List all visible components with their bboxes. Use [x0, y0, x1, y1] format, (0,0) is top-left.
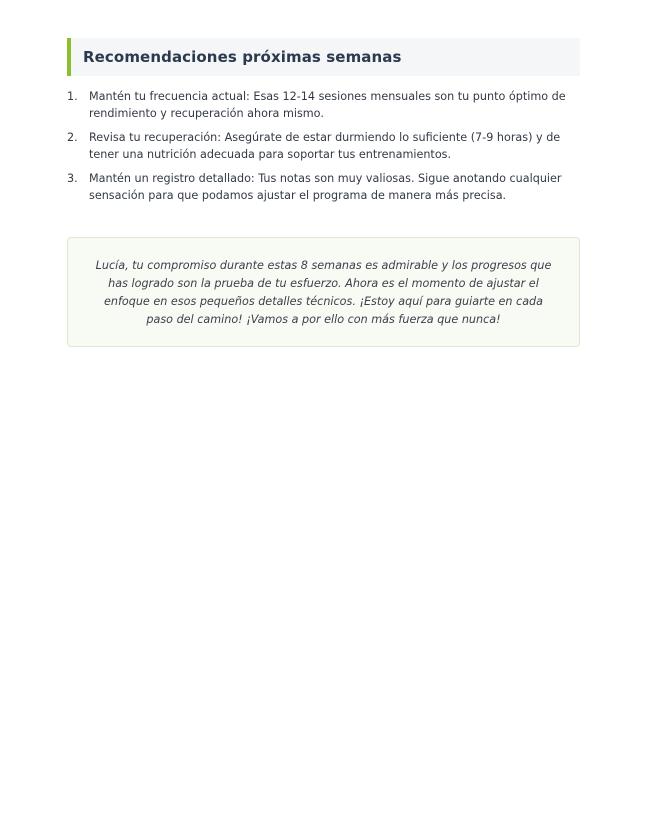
list-item-number: 3. — [67, 172, 78, 185]
closing-message: Lucía, tu compromiso durante estas 8 semanas es admirable y los progresos que has logrado son la prueba de tu esfuerzo. Ahora es el momento de ajustar el enfoque en esos pequeños detalles técnicos. ¡Estoy aquí para guiarte en cada paso del camino! ¡Vamos a por ello con más fuerza que nunca! — [95, 259, 552, 326]
section-title: Recomendaciones próximas semanas — [83, 48, 402, 66]
list-item — [67, 170, 580, 204]
list-item-text: Mantén un registro detallado: Tus notas son muy valiosas. Sigue anotando cualquier sensación para que podamos ajustar el programa de manera más precisa. — [89, 172, 562, 202]
list-item-text: Mantén tu frecuencia actual: Esas 12-14 sesiones mensuales son tu punto óptimo de rendimiento y recuperación ahora mismo. — [89, 90, 566, 120]
closing-message-box — [67, 237, 580, 347]
list-item-number: 2. — [67, 131, 78, 144]
report-page — [67, 38, 580, 347]
list-item-number: 1. — [67, 90, 78, 103]
recommendations-list — [67, 88, 580, 204]
list-item — [67, 129, 580, 163]
list-item-text: Revisa tu recuperación: Asegúrate de estar durmiendo lo suficiente (7-9 horas) y de tener una nutrición adecuada para soportar tus entrenamientos. — [89, 131, 561, 161]
list-item — [67, 88, 580, 122]
section-header — [67, 38, 580, 76]
